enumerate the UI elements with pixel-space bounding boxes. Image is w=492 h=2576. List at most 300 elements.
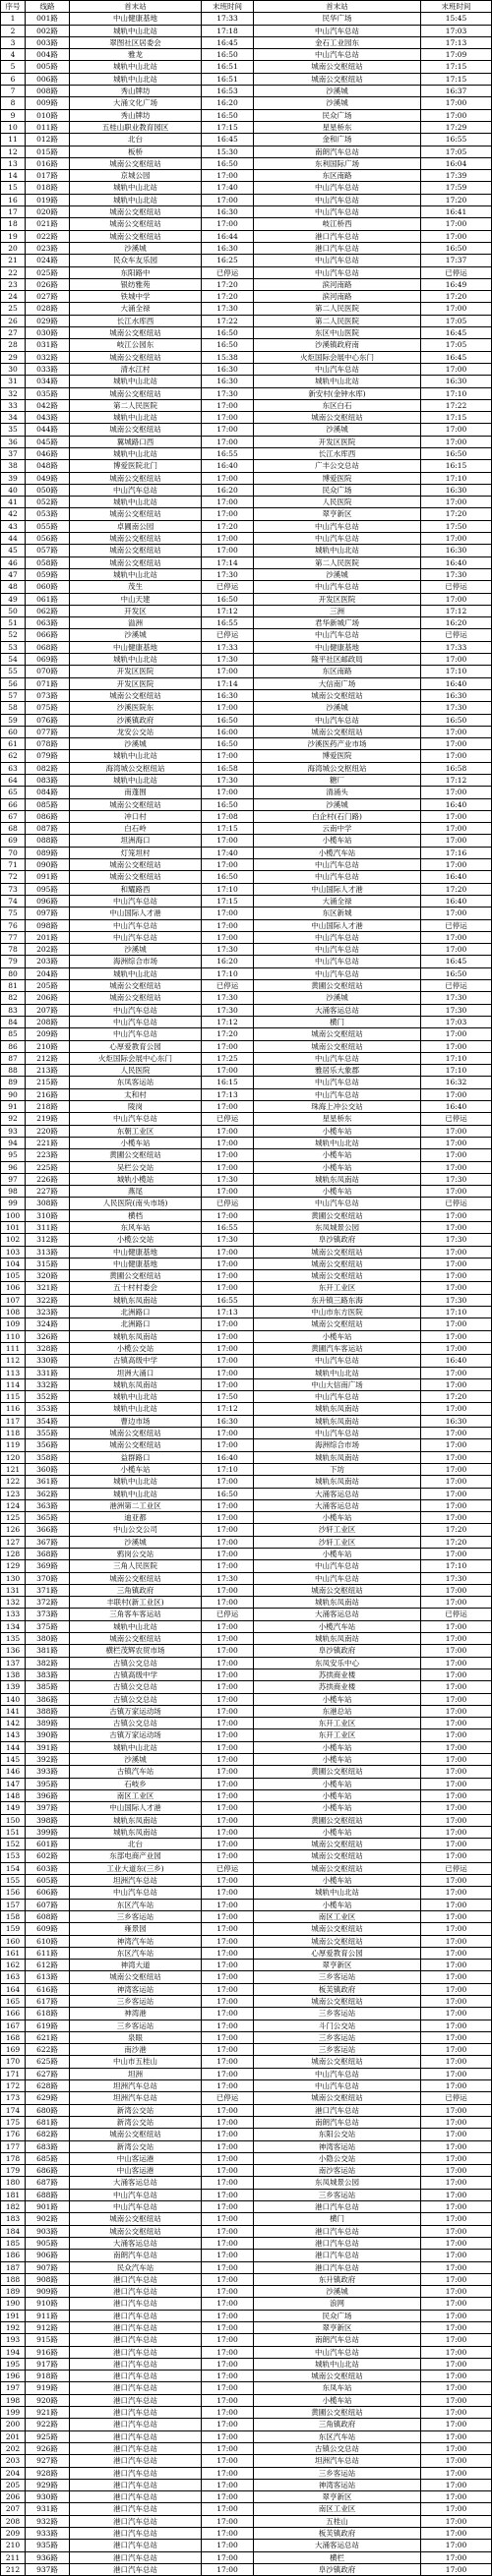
first-last-time: 17:30 <box>202 992 254 1004</box>
table-row <box>1 2479 492 2490</box>
first-stop: 海洲综合市场 <box>70 956 202 967</box>
table-row <box>1 1330 492 1342</box>
first-stop: 城南公交枢纽站 <box>70 327 202 339</box>
first-stop: 港口汽车总站 <box>70 2358 202 2370</box>
route-name: 030路 <box>26 327 70 339</box>
first-stop: 港口汽车总站 <box>70 2382 202 2394</box>
table-row <box>1 1549 492 1560</box>
table-row <box>1 1572 492 1584</box>
first-stop: 东区汽车站 <box>70 1899 202 1910</box>
last-stop: 城轨中山北站 <box>254 2358 421 2370</box>
row-index: 102 <box>1 1234 26 1246</box>
last-last-time: 17:00 <box>421 1028 492 1040</box>
row-index: 71 <box>1 859 26 871</box>
first-stop: 雍景园 <box>70 1923 202 1935</box>
route-name: 930路 <box>26 2491 70 2503</box>
route-name: 045路 <box>26 436 70 447</box>
table-row <box>1 823 492 835</box>
first-stop: 海湾城公交枢纽站 <box>70 762 202 774</box>
route-name: 031路 <box>26 339 70 351</box>
row-index: 10 <box>1 121 26 133</box>
first-stop: 坦洲汽车总站 <box>70 2092 202 2104</box>
table-row <box>1 1040 492 1052</box>
route-name: 381路 <box>26 1645 70 1657</box>
last-last-time: 17:00 <box>421 97 492 109</box>
last-stop: 城南公交枢纽站 <box>254 2092 421 2104</box>
last-stop: 金石工业园东 <box>254 36 421 48</box>
row-index: 46 <box>1 556 26 568</box>
row-index: 41 <box>1 497 26 508</box>
row-index: 153 <box>1 1850 26 1862</box>
first-stop: 东凤客运站 <box>70 1077 202 1088</box>
first-stop: 人民医院 <box>70 1065 202 1077</box>
row-index: 49 <box>1 593 26 605</box>
last-last-time: 17:00 <box>421 1367 492 1378</box>
first-stop: 港口汽车总站 <box>70 2479 202 2490</box>
table-row <box>1 242 492 254</box>
last-last-time: 17:12 <box>421 605 492 616</box>
route-name: 073路 <box>26 689 70 701</box>
last-stop: 城南公交枢纽站 <box>254 1318 421 1330</box>
first-last-time: 17:00 <box>202 1633 254 1645</box>
first-last-time: 17:00 <box>202 1342 254 1354</box>
last-stop: 沙溪城 <box>254 97 421 109</box>
route-name: 020路 <box>26 206 70 218</box>
first-stop: 三角客车客运站 <box>70 1609 202 1620</box>
last-last-time: 17:00 <box>421 109 492 121</box>
route-name: 922路 <box>26 2419 70 2430</box>
last-last-time: 17:00 <box>421 1403 492 1415</box>
last-last-time: 17:00 <box>421 787 492 798</box>
first-stop: 铁城中学 <box>70 291 202 303</box>
route-name: 089路 <box>26 847 70 858</box>
last-stop: 城南公交枢纽站 <box>254 73 421 85</box>
last-stop: 城南公交枢纽站 <box>254 1270 421 1282</box>
first-last-time: 17:00 <box>202 2225 254 2237</box>
row-index: 194 <box>1 2346 26 2358</box>
row-index: 161 <box>1 1947 26 1959</box>
row-index: 196 <box>1 2371 26 2382</box>
route-name: 063路 <box>26 617 70 629</box>
last-last-time: 17:00 <box>421 2503 492 2515</box>
last-stop: 沙轩工业区 <box>254 1524 421 1536</box>
route-name: 062路 <box>26 605 70 616</box>
last-stop: 中山大信南广场 <box>254 1378 421 1390</box>
row-index: 17 <box>1 206 26 218</box>
first-last-time: 17:33 <box>202 641 254 653</box>
route-name: 907路 <box>26 2261 70 2273</box>
row-index: 97 <box>1 1173 26 1185</box>
row-index: 11 <box>1 134 26 146</box>
last-stop: 城南公交枢纽站 <box>254 1850 421 1862</box>
row-index: 110 <box>1 1330 26 1342</box>
last-stop: 浪网 <box>254 2298 421 2310</box>
last-last-time: 16:30 <box>421 1415 492 1427</box>
table-row <box>1 944 492 956</box>
first-last-time: 16:44 <box>202 230 254 242</box>
first-stop: 城南公交枢纽站 <box>70 689 202 701</box>
last-stop: 城轨东凤南站 <box>254 1633 421 1645</box>
route-name: 607路 <box>26 1899 70 1910</box>
last-stop: 东凤城景公园 <box>254 1221 421 1233</box>
first-stop: 沙溪城 <box>70 944 202 956</box>
last-last-time: 17:00 <box>421 726 492 737</box>
last-stop: 城轨东凤南站 <box>254 1415 421 1427</box>
first-stop: 清水江村 <box>70 363 202 375</box>
table-row <box>1 1620 492 1632</box>
last-stop: 城轨东凤南站 <box>254 1597 421 1609</box>
table-row <box>1 2382 492 2394</box>
first-stop: 城轨东凤南站 <box>70 1294 202 1306</box>
first-stop: 和耀路西 <box>70 883 202 895</box>
last-last-time: 17:00 <box>421 1137 492 1148</box>
table-row <box>1 1657 492 1669</box>
first-last-time: 17:00 <box>202 2563 254 2575</box>
route-name: 003路 <box>26 36 70 48</box>
table-row <box>1 2491 492 2503</box>
last-last-time: 17:00 <box>421 654 492 666</box>
first-stop: 港口汽车总站 <box>70 2430 202 2442</box>
route-name: 029路 <box>26 315 70 326</box>
last-last-time: 17:00 <box>421 1875 492 1887</box>
last-last-time: 17:00 <box>421 1923 492 1935</box>
table-row <box>1 629 492 641</box>
route-name: 375路 <box>26 1620 70 1632</box>
first-last-time: 16:55 <box>202 1294 254 1306</box>
route-name: 212路 <box>26 1052 70 1064</box>
row-index: 68 <box>1 823 26 835</box>
table-row <box>1 992 492 1004</box>
first-last-time: 17:00 <box>202 1597 254 1609</box>
last-stop: 港口汽车总站 <box>254 2261 421 2273</box>
table-row <box>1 919 492 931</box>
first-stop: 古镇高级中学 <box>70 1669 202 1680</box>
last-stop: 南区工业区 <box>254 2503 421 2515</box>
first-stop: 益群路口 <box>70 1451 202 1463</box>
row-index: 178 <box>1 2152 26 2164</box>
row-index: 116 <box>1 1403 26 1415</box>
route-name: 602路 <box>26 1850 70 1862</box>
row-index: 31 <box>1 376 26 387</box>
route-name: 321路 <box>26 1282 70 1294</box>
last-last-time: 16:15 <box>421 460 492 472</box>
last-last-time: 17:33 <box>421 641 492 653</box>
last-stop: 东港总站 <box>254 1705 421 1717</box>
route-name: 386路 <box>26 1693 70 1705</box>
first-stop: 城南公交枢纽站 <box>70 533 202 545</box>
route-name: 382路 <box>26 1657 70 1669</box>
row-index: 127 <box>1 1536 26 1548</box>
table-row <box>1 2068 492 2079</box>
first-last-time: 16:55 <box>202 617 254 629</box>
last-last-time: 17:00 <box>421 859 492 871</box>
route-name: 380路 <box>26 1633 70 1645</box>
last-last-time: 17:00 <box>421 2273 492 2285</box>
last-stop: 中山汽车总站 <box>254 1560 421 1572</box>
row-index: 3 <box>1 36 26 48</box>
table-row <box>1 907 492 919</box>
last-last-time: 17:00 <box>421 1088 492 1100</box>
last-stop: 东区南路 <box>254 666 421 677</box>
first-stop: 大涌客运总站 <box>70 2237 202 2249</box>
last-stop: 滨河南路 <box>254 278 421 290</box>
table-row <box>1 49 492 61</box>
table-row <box>1 2407 492 2419</box>
table-row <box>1 327 492 339</box>
route-name: 926路 <box>26 2442 70 2454</box>
last-stop: 沙溪城 <box>254 2286 421 2298</box>
route-name: 608路 <box>26 1910 70 1922</box>
first-stop: 迪亚都 <box>70 1512 202 1524</box>
first-stop: 神湾港 <box>70 2008 202 2020</box>
last-last-time: 17:00 <box>421 1161 492 1173</box>
row-index: 175 <box>1 2116 26 2128</box>
last-stop: 星星桥东 <box>254 121 421 133</box>
route-name: 019路 <box>26 194 70 205</box>
first-last-time: 17:00 <box>202 545 254 556</box>
route-name: 910路 <box>26 2298 70 2310</box>
first-stop: 城南公交枢纽站 <box>70 1633 202 1645</box>
first-stop: 新湾公交站 <box>70 2116 202 2128</box>
route-name: 043路 <box>26 412 70 424</box>
route-name: 389路 <box>26 1718 70 1729</box>
route-name: 221路 <box>26 1137 70 1148</box>
last-last-time: 17:00 <box>421 1693 492 1705</box>
first-last-time: 17:00 <box>202 2298 254 2310</box>
first-stop: 沙溪医院东 <box>70 702 202 714</box>
table-body <box>1 13 492 2576</box>
last-stop: 板芙镇政府 <box>254 2528 421 2540</box>
table-row <box>1 677 492 689</box>
last-stop: 中山汽车总站 <box>254 206 421 218</box>
last-last-time: 17:00 <box>421 2455 492 2467</box>
row-index: 206 <box>1 2491 26 2503</box>
row-index: 111 <box>1 1342 26 1354</box>
header-last-last-time: 末班时间 <box>421 1 492 13</box>
table-row <box>1 1971 492 1983</box>
last-stop: 沙溪城 <box>254 424 421 436</box>
last-stop: 小榄车站 <box>254 1549 421 1560</box>
last-stop: 第二人民医院 <box>254 303 421 315</box>
row-index: 6 <box>1 73 26 85</box>
last-stop: 中山汽车总站 <box>254 1391 421 1403</box>
row-index: 96 <box>1 1161 26 1173</box>
first-stop: 古镇万家运动场 <box>70 1729 202 1741</box>
table-row <box>1 895 492 907</box>
row-index: 7 <box>1 86 26 97</box>
last-last-time: 16:45 <box>421 351 492 363</box>
row-index: 184 <box>1 2225 26 2237</box>
first-stop: 心厚爱教育公园 <box>70 1040 202 1052</box>
row-index: 160 <box>1 1935 26 1947</box>
first-last-time: 17:30 <box>202 387 254 399</box>
route-name: 371路 <box>26 1584 70 1596</box>
first-last-time: 17:00 <box>202 787 254 798</box>
last-stop: 中山汽车总站 <box>254 533 421 545</box>
last-stop: 民华广场 <box>254 13 421 25</box>
last-last-time: 16:49 <box>421 278 492 290</box>
last-stop: 中山汽车总站 <box>254 859 421 871</box>
route-name: 362路 <box>26 1488 70 1499</box>
route-name: 902路 <box>26 2213 70 2225</box>
route-name: 352路 <box>26 1391 70 1403</box>
row-index: 64 <box>1 775 26 787</box>
last-stop: 城轨中山北站 <box>254 376 421 387</box>
first-last-time: 17:10 <box>202 967 254 979</box>
row-index: 187 <box>1 2261 26 2273</box>
last-stop: 小榄车站 <box>254 1899 421 1910</box>
last-stop: 东升镇三路东海 <box>254 1294 421 1306</box>
route-name: 050路 <box>26 484 70 496</box>
first-last-time: 17:00 <box>202 1766 254 1778</box>
route-name: 032路 <box>26 351 70 363</box>
row-index: 75 <box>1 907 26 919</box>
first-last-time: 已停运 <box>202 1113 254 1125</box>
route-name: 681路 <box>26 2116 70 2128</box>
last-last-time: 17:00 <box>421 1935 492 1947</box>
route-name: 312路 <box>26 1234 70 1246</box>
last-last-time: 17:00 <box>421 2515 492 2527</box>
last-last-time: 17:00 <box>421 738 492 750</box>
first-last-time: 已停运 <box>202 2092 254 2104</box>
row-index: 166 <box>1 2008 26 2020</box>
route-name: 225路 <box>26 1161 70 1173</box>
row-index: 40 <box>1 484 26 496</box>
row-index: 167 <box>1 2020 26 2031</box>
first-stop: 城南公交枢纽站 <box>70 992 202 1004</box>
table-row <box>1 1270 492 1282</box>
first-stop: 中山汽车总站 <box>70 484 202 496</box>
first-last-time: 17:00 <box>202 1186 254 1198</box>
route-name: 091路 <box>26 871 70 883</box>
row-index: 84 <box>1 1016 26 1027</box>
row-index: 28 <box>1 339 26 351</box>
row-index: 147 <box>1 1778 26 1789</box>
route-name: 619路 <box>26 2020 70 2031</box>
table-row <box>1 387 492 399</box>
table-row <box>1 798 492 810</box>
row-index: 190 <box>1 2298 26 2310</box>
first-stop: 城轨东凤南站 <box>70 1826 202 1838</box>
last-stop: 苏拱商业楼 <box>254 1681 421 1693</box>
first-stop: 三角人民医院 <box>70 1560 202 1572</box>
table-row <box>1 1415 492 1427</box>
last-last-time: 17:30 <box>421 1294 492 1306</box>
table-row <box>1 520 492 532</box>
table-row <box>1 13 492 25</box>
first-stop: 城轨中山北站 <box>70 775 202 787</box>
last-stop: 东凤城景公园 <box>254 2177 421 2189</box>
last-last-time: 17:10 <box>421 1065 492 1077</box>
last-last-time: 17:00 <box>421 1814 492 1826</box>
first-stop: 中山健康基地 <box>70 13 202 25</box>
last-stop: 广丰公交总站 <box>254 460 421 472</box>
row-index: 24 <box>1 291 26 303</box>
first-last-time: 16:55 <box>202 447 254 459</box>
row-index: 89 <box>1 1077 26 1088</box>
last-last-time: 17:00 <box>421 2358 492 2370</box>
last-last-time: 16:50 <box>421 242 492 254</box>
table-row <box>1 1173 492 1185</box>
last-stop: 城轨中山北站 <box>254 1887 421 1899</box>
table-row <box>1 1789 492 1801</box>
table-row <box>1 1198 492 1209</box>
last-stop: 沙溪城 <box>254 86 421 97</box>
route-name: 079路 <box>26 750 70 762</box>
table-row <box>1 73 492 85</box>
first-stop: 港口汽车总站 <box>70 2298 202 2310</box>
row-index: 43 <box>1 520 26 532</box>
row-index: 140 <box>1 1693 26 1705</box>
first-stop: 中山天建 <box>70 593 202 605</box>
last-stop: 古镇公交总站 <box>254 2442 421 2454</box>
first-stop: 城轨中山北站 <box>70 447 202 459</box>
first-last-time: 16:20 <box>202 484 254 496</box>
first-stop: 古镇公交总站 <box>70 1718 202 1729</box>
route-name: 311路 <box>26 1221 70 1233</box>
row-index: 177 <box>1 2140 26 2152</box>
last-last-time: 17:00 <box>421 1270 492 1282</box>
table-row <box>1 2322 492 2334</box>
last-stop: 三角镇政府 <box>254 2419 421 2430</box>
first-last-time: 16:15 <box>202 1077 254 1088</box>
first-stop: 三乡客运站 <box>70 1995 202 2007</box>
last-stop: 黄圃公交枢纽站 <box>254 1766 421 1778</box>
route-name: 059路 <box>26 568 70 580</box>
first-stop: 城轨中山北站 <box>70 967 202 979</box>
last-stop: 城南公交枢纽站 <box>254 2371 421 2382</box>
first-stop: 北洲路口 <box>70 1318 202 1330</box>
first-stop: 城轨中山北站 <box>70 412 202 424</box>
first-stop: 港口汽车总站 <box>70 2442 202 2454</box>
first-stop: 黄圃公交枢纽站 <box>70 1149 202 1161</box>
row-index: 2 <box>1 25 26 36</box>
last-stop: 城轨东凤南站 <box>254 1173 421 1185</box>
route-name: 219路 <box>26 1113 70 1125</box>
first-last-time: 17:00 <box>202 1910 254 1922</box>
last-last-time: 17:03 <box>421 1016 492 1027</box>
last-last-time: 17:00 <box>421 1125 492 1137</box>
route-name: 687路 <box>26 2177 70 2189</box>
last-stop: 城南公交枢纽站 <box>254 412 421 424</box>
last-stop: 港口汽车总站 <box>254 2201 421 2213</box>
table-row <box>1 2152 492 2164</box>
last-last-time: 17:03 <box>421 25 492 36</box>
route-name: 034路 <box>26 376 70 387</box>
first-last-time: 17:00 <box>202 533 254 545</box>
first-stop: 京城公园 <box>70 170 202 182</box>
table-row <box>1 1947 492 1959</box>
first-last-time: 17:00 <box>202 2407 254 2419</box>
first-last-time: 17:00 <box>202 2201 254 2213</box>
row-index: 4 <box>1 49 26 61</box>
first-stop: 民众汽车站 <box>70 2261 202 2273</box>
row-index: 56 <box>1 677 26 689</box>
route-name: 022路 <box>26 230 70 242</box>
last-last-time: 17:10 <box>421 666 492 677</box>
first-stop: 城轨中山北站 <box>70 1741 202 1753</box>
first-last-time: 16:45 <box>202 36 254 48</box>
row-index: 90 <box>1 1088 26 1100</box>
row-index: 136 <box>1 1645 26 1657</box>
route-name: 332路 <box>26 1378 70 1390</box>
route-name: 209路 <box>26 1028 70 1040</box>
first-stop: 中山国际人才港 <box>70 907 202 919</box>
last-last-time: 已停运 <box>421 581 492 593</box>
first-last-time: 17:20 <box>202 520 254 532</box>
last-last-time: 17:00 <box>421 1499 492 1511</box>
first-last-time: 17:00 <box>202 218 254 230</box>
